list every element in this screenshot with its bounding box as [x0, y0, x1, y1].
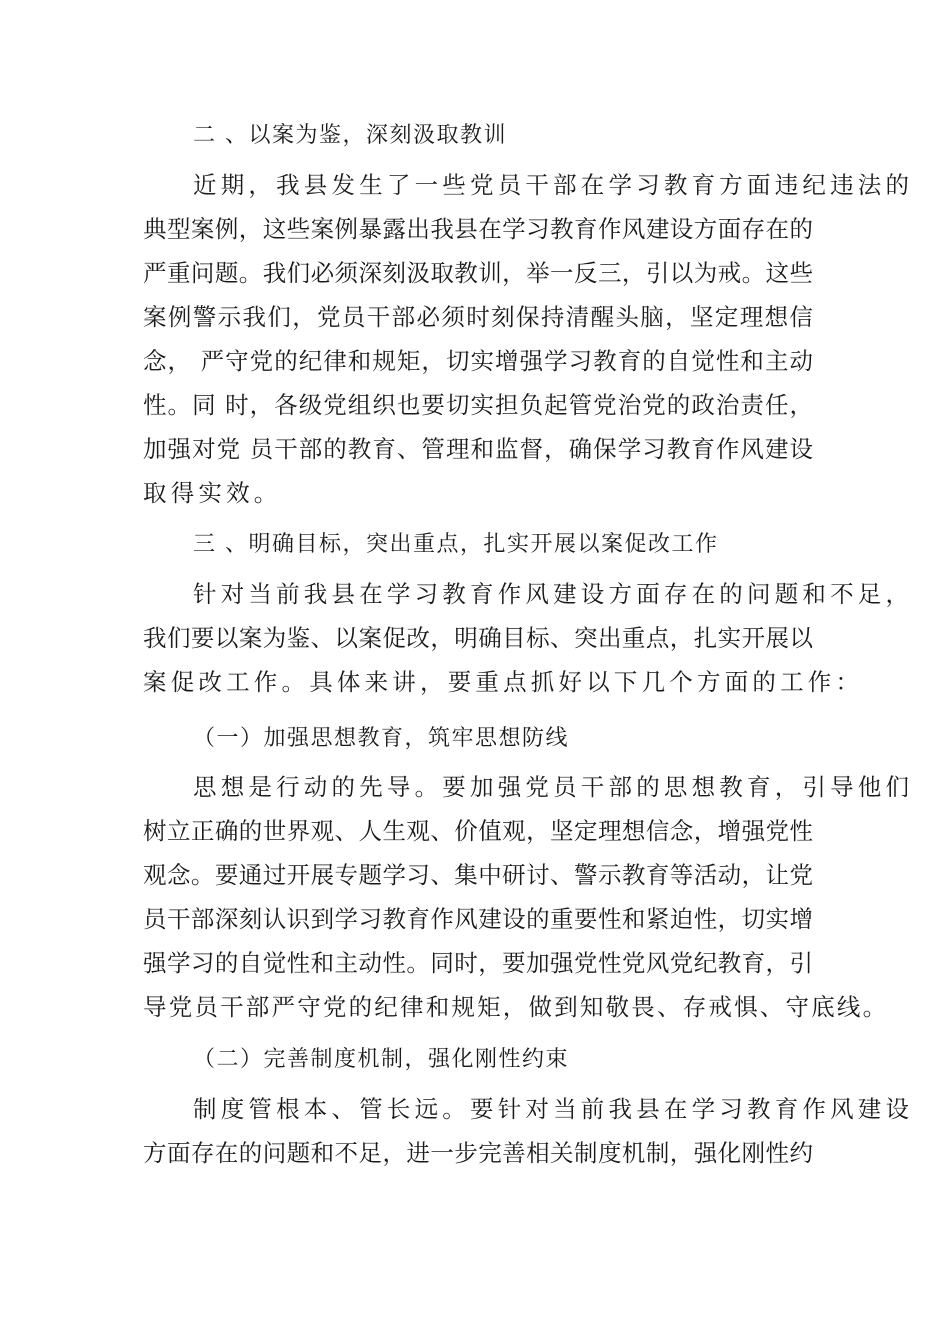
paragraph-line: 念， 严守党的纪律和规矩，切实增强学习教育的自觉性和主动	[143, 347, 813, 375]
paragraph-line: 针对当前我县在学习教育作风建设方面存在的问题和不足，	[193, 580, 914, 608]
paragraph-line: 员干部深刻认识到学习教育作风建设的重要性和紧迫性，切实增	[143, 905, 813, 933]
paragraph-line: 思想是行动的先导。要加强党员干部的思想教育，引导他们	[193, 773, 914, 801]
paragraph-line: 严重问题。我们必须深刻汲取教训，举一反三，引以为戒。这些	[143, 259, 813, 287]
paragraph-line: 案促改工作。具体来讲，要重点抓好以下几个方面的工作：	[143, 668, 864, 696]
paragraph-line: 案例警示我们，党员干部必须时刻保持清醒头脑，坚定理想信	[143, 303, 813, 331]
paragraph-line: 取得实效。	[143, 479, 282, 507]
paragraph-line: 我们要以案为鉴、以案促改，明确目标、突出重点，扎实开展以	[143, 624, 813, 652]
paragraph-line: 典型案例，这些案例暴露出我县在学习教育作风建设方面存在的	[143, 215, 813, 243]
paragraph-line: 加强对党 员干部的教育、管理和监督，确保学习教育作风建设	[143, 435, 813, 463]
paragraph-line: 方面存在的问题和不足，进一步完善相关制度机制，强化刚性约	[143, 1139, 813, 1167]
paragraph-line: 树立正确的世界观、人生观、价值观，坚定理想信念，增强党性	[143, 817, 813, 845]
section-2-heading: 二 、以案为鉴，深刻汲取教训	[193, 123, 507, 148]
section-3-heading: 三 、明确目标，突出重点，扎实开展以案促改工作	[193, 532, 719, 557]
paragraph-line: 性。同 时，各级党组织也要切实担负起管党治党的政治责任，	[143, 391, 813, 419]
paragraph-line: 导党员干部严守党的纪律和规矩，做到知敬畏、存戒惧、守底线。	[143, 993, 889, 1021]
subsection-1-heading: （一）加强思想教育，筑牢思想防线	[193, 726, 570, 751]
paragraph-line: 制度管根本、管长远。要针对当前我县在学习教育作风建设	[193, 1095, 914, 1123]
paragraph-line: 强学习的自觉性和主动性。同时，要加强党性党风党纪教育，引	[143, 949, 813, 977]
paragraph-line: 观念。要通过开展专题学习、集中研讨、警示教育等活动，让党	[143, 861, 813, 889]
paragraph-line: 近期，我县发生了一些党员干部在学习教育方面违纪违法的	[193, 171, 914, 199]
subsection-2-heading: （二）完善制度机制，强化刚性约束	[193, 1047, 570, 1072]
